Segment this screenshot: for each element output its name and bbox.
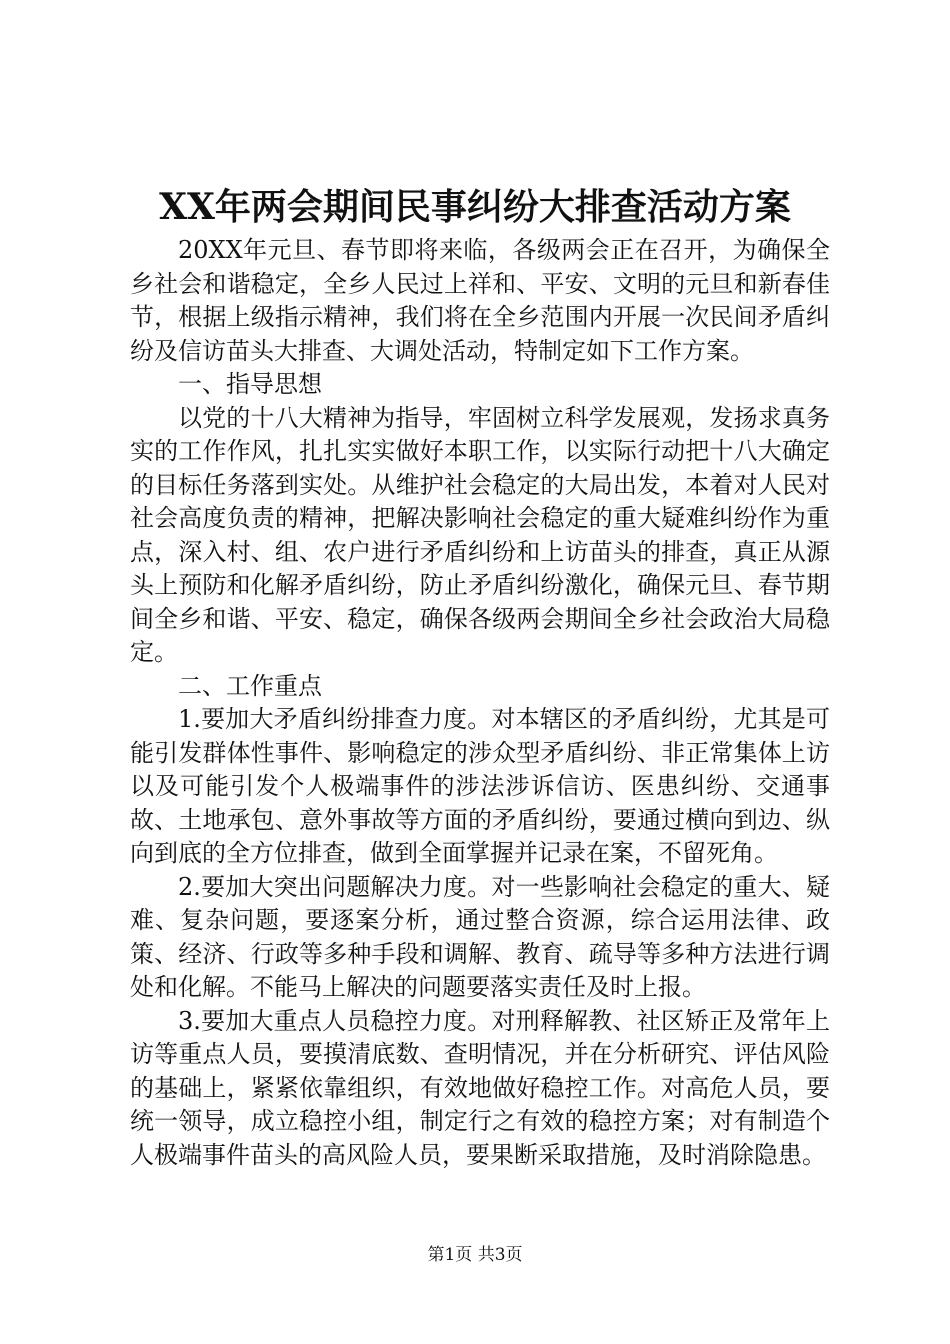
document-body [130,234,830,1172]
intro-paragraph: 20XX年元旦、春节即将来临，各级两会正在召开，为确保全乡社会和谐稳定，全乡人民过上祥和、平安、文明的元旦和新春佳节，根据上级指示精神，我们将在全乡范围内开展一次民间矛盾纠纷及信访苗头大排查、大调处活动，特制定如下工作方案。 [130,236,830,365]
section-heading-work-focus: 二、工作重点 [178,671,322,700]
page-footer: 第1页 共3页 [427,1245,523,1265]
work-focus-item-3: 3.要加大重点人员稳控力度。对刑释解教、社区矫正及常年上访等重点人员，要摸清底数、查明情况，并在分析研究、评估风险的基础上，紧紧依靠组织，有效地做好稳控工作。对高危人员，要统一领导，成立稳控小组，制定行之有效的稳控方案；对有制造个人极端事件苗头的高风险人员，要果断采取措施，及时消除隐患。 [130,1006,830,1169]
guiding-thought-paragraph: 以党的十八大精神为指导，牢固树立科学发展观，发扬求真务实的工作作风，扎扎实实做好本职工作，以实际行动把十八大确定的目标任务落到实处。从维护社会稳定的大局出发，本着对人民对社会高度负责的精神，把解决影响社会稳定的重大疑难纠纷作为重点，深入村、组、农户进行矛盾纠纷和上访苗头的排查，真正从源头上预防和化解矛盾纠纷，防止矛盾纠纷激化，确保元旦、春节期间全乡和谐、平安、稳定，确保各级两会期间全乡社会政治大局稳定。 [130,403,830,666]
work-focus-item-2: 2.要加大突出问题解决力度。对一些影响社会稳定的重大、疑难、复杂问题，要逐案分析，通过整合资源，综合运用法律、政策、经济、行政等多种手段和调解、教育、疏导等多种方法进行调处和化解。不能马上解决的问题要落实责任及时上报。 [130,872,830,1001]
section-heading-guiding-thought: 一、指导思想 [178,370,322,398]
work-focus-item-1: 1.要加大矛盾纠纷排查力度。对本辖区的矛盾纠纷，尤其是可能引发群体性事件、影响稳定的涉众型矛盾纠纷、非正常集体上访以及可能引发个人极端事件的涉法涉诉信访、医患纠纷、交通事故、土地承包、意外事故等方面的矛盾纠纷，要通过横向到边、纵向到底的全方位排查，做到全面掌握并记录在案，不留死角。 [130,705,830,867]
document-title: XX年两会期间民事纠纷大排查活动方案 [159,186,791,228]
